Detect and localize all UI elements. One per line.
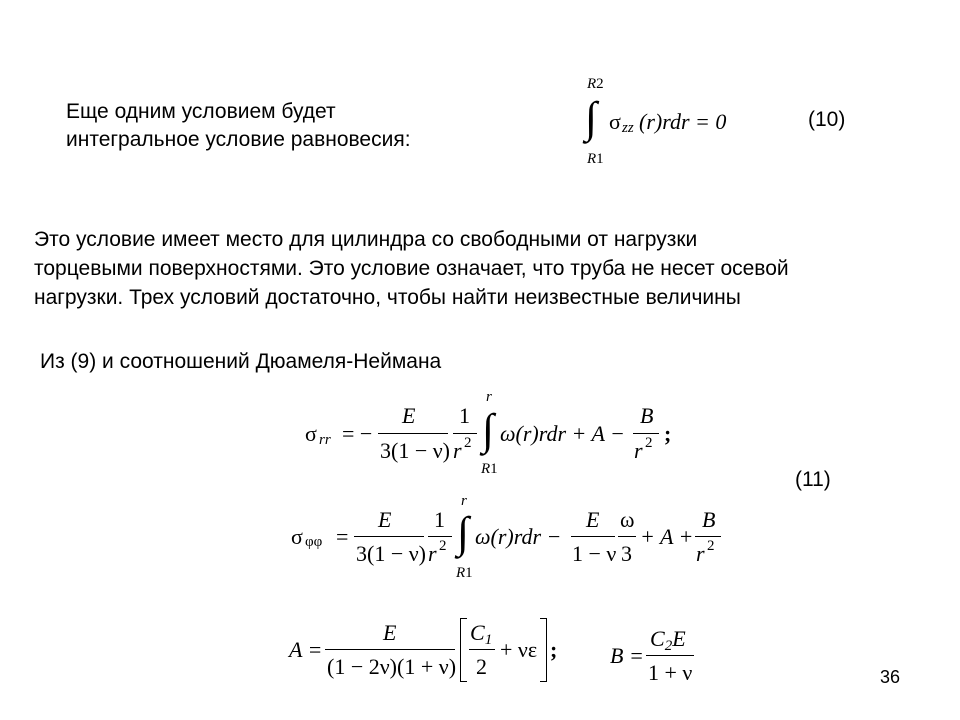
- eqA-tail: + νε: [500, 637, 538, 662]
- eq11b-frac2-den-exp: 2: [439, 538, 447, 554]
- eq11a-frac1-bar: [378, 433, 448, 434]
- eq11a-frac1-num: E: [402, 403, 416, 428]
- eq11b-frac4-den: 3: [621, 541, 632, 566]
- paragraph-line-3: нагрузки. Трех условий достаточно, чтобы найти неизвестные величины: [34, 286, 741, 309]
- eq11b-sigma-subscript: φφ: [305, 534, 323, 550]
- eq11b-integrand: ω(r)rdr −: [475, 524, 562, 549]
- equation-11-number: (11): [795, 468, 831, 491]
- eqB-den: 1 + ν: [648, 660, 693, 685]
- eq11b-frac3-den: 1 − ν: [572, 541, 617, 566]
- eq11b-frac5-den-exp: 2: [707, 538, 715, 554]
- eqA-num: E: [383, 620, 397, 645]
- eq10-sigma-subscript: zz: [622, 120, 634, 136]
- eqA-lhs: A =: [289, 637, 323, 662]
- eq11b-frac3-num: E: [586, 507, 600, 532]
- eqA-right-bracket: [540, 618, 547, 682]
- paragraph-line-1: Это условие имеет место для цилиндра со свободными от нагрузки: [34, 228, 698, 251]
- eq11b-lower-limit: R1: [456, 565, 473, 581]
- eq11a-frac3-num: B: [640, 403, 654, 428]
- eq11b-frac1-bar: [354, 536, 424, 537]
- eqB-lhs: B =: [610, 643, 644, 668]
- eq10-integral-sign: ∫: [585, 93, 598, 142]
- eq11b-frac2-num: 1: [434, 507, 445, 532]
- eq10-sigma: σ: [609, 109, 621, 134]
- eq11b-frac1-den: 3(1 − ν): [356, 541, 427, 566]
- equation-10-number: (10): [808, 108, 846, 131]
- eq10-lower-limit: R1: [587, 151, 604, 167]
- eq11b-plus-a: + A +: [640, 524, 694, 549]
- eqA-den: (1 − 2ν)(1 + ν): [327, 654, 457, 679]
- eq11b-integral-sign: ∫: [457, 508, 470, 557]
- eqA-inner-bar: [469, 649, 495, 650]
- eq11b-frac5-bar: [695, 536, 721, 537]
- from-text: Из (9) и соотношений Дюамеля-Неймана: [40, 350, 442, 373]
- eqA-end: ;: [550, 637, 558, 662]
- eq11a-frac2-den: r: [453, 438, 462, 463]
- eq11a-frac3-bar: [633, 433, 659, 434]
- eq11b-frac4-num: ω: [620, 507, 635, 532]
- eq11a-upper-limit: r: [486, 389, 492, 405]
- eq11b-frac1-num: E: [378, 507, 392, 532]
- eqA-inner-num: C1: [470, 620, 493, 648]
- intro-line-1: Еще одним условием будет: [66, 100, 336, 123]
- eq11b-equals: =: [336, 524, 349, 549]
- eq11a-equals-minus: = −: [342, 421, 373, 446]
- eq11a-sigma: σ: [305, 421, 317, 446]
- eq11b-frac2-den: r: [428, 541, 437, 566]
- eq11a-integrand: ω(r)rdr + A −: [500, 421, 625, 446]
- eq11a-end: ;: [664, 421, 672, 446]
- eq11a-frac2-bar: [453, 433, 477, 434]
- eq11b-upper-limit: r: [461, 493, 467, 509]
- eq11a-frac2-den-exp: 2: [464, 435, 472, 451]
- eq11a-frac3-den: r: [634, 438, 643, 463]
- eq10-body: (r)rdr = 0: [639, 109, 727, 134]
- intro-line-2: интегральное условие равновесия:: [66, 128, 411, 151]
- eqA-left-bracket: [460, 618, 467, 682]
- eq11b-frac5-den: r: [696, 541, 705, 566]
- eq11a-frac2-num: 1: [459, 403, 470, 428]
- eq10-upper-limit: R2: [587, 76, 604, 92]
- eq11b-frac2-bar: [428, 536, 452, 537]
- eq11b-frac3-bar: [571, 536, 615, 537]
- eq11b-sigma: σ: [291, 524, 303, 549]
- eq11a-integral-sign: ∫: [482, 405, 495, 454]
- eqA-bar: [325, 649, 455, 650]
- eqA-inner-den: 2: [476, 654, 487, 679]
- eq11a-frac3-den-exp: 2: [645, 435, 653, 451]
- eqB-num: C2E: [650, 626, 686, 654]
- eq11b-frac5-num: B: [702, 507, 716, 532]
- eq11a-sigma-subscript: rr: [319, 432, 331, 448]
- eq11b-frac4-bar: [618, 536, 636, 537]
- eq11a-frac1-den: 3(1 − ν): [380, 438, 451, 463]
- page-number: 36: [880, 667, 901, 687]
- eq11a-lower-limit: R1: [481, 461, 498, 477]
- eqB-bar: [646, 655, 694, 656]
- paragraph-line-2: торцевыми поверхностями. Это условие означает, что труба не несет осевой: [34, 257, 789, 280]
